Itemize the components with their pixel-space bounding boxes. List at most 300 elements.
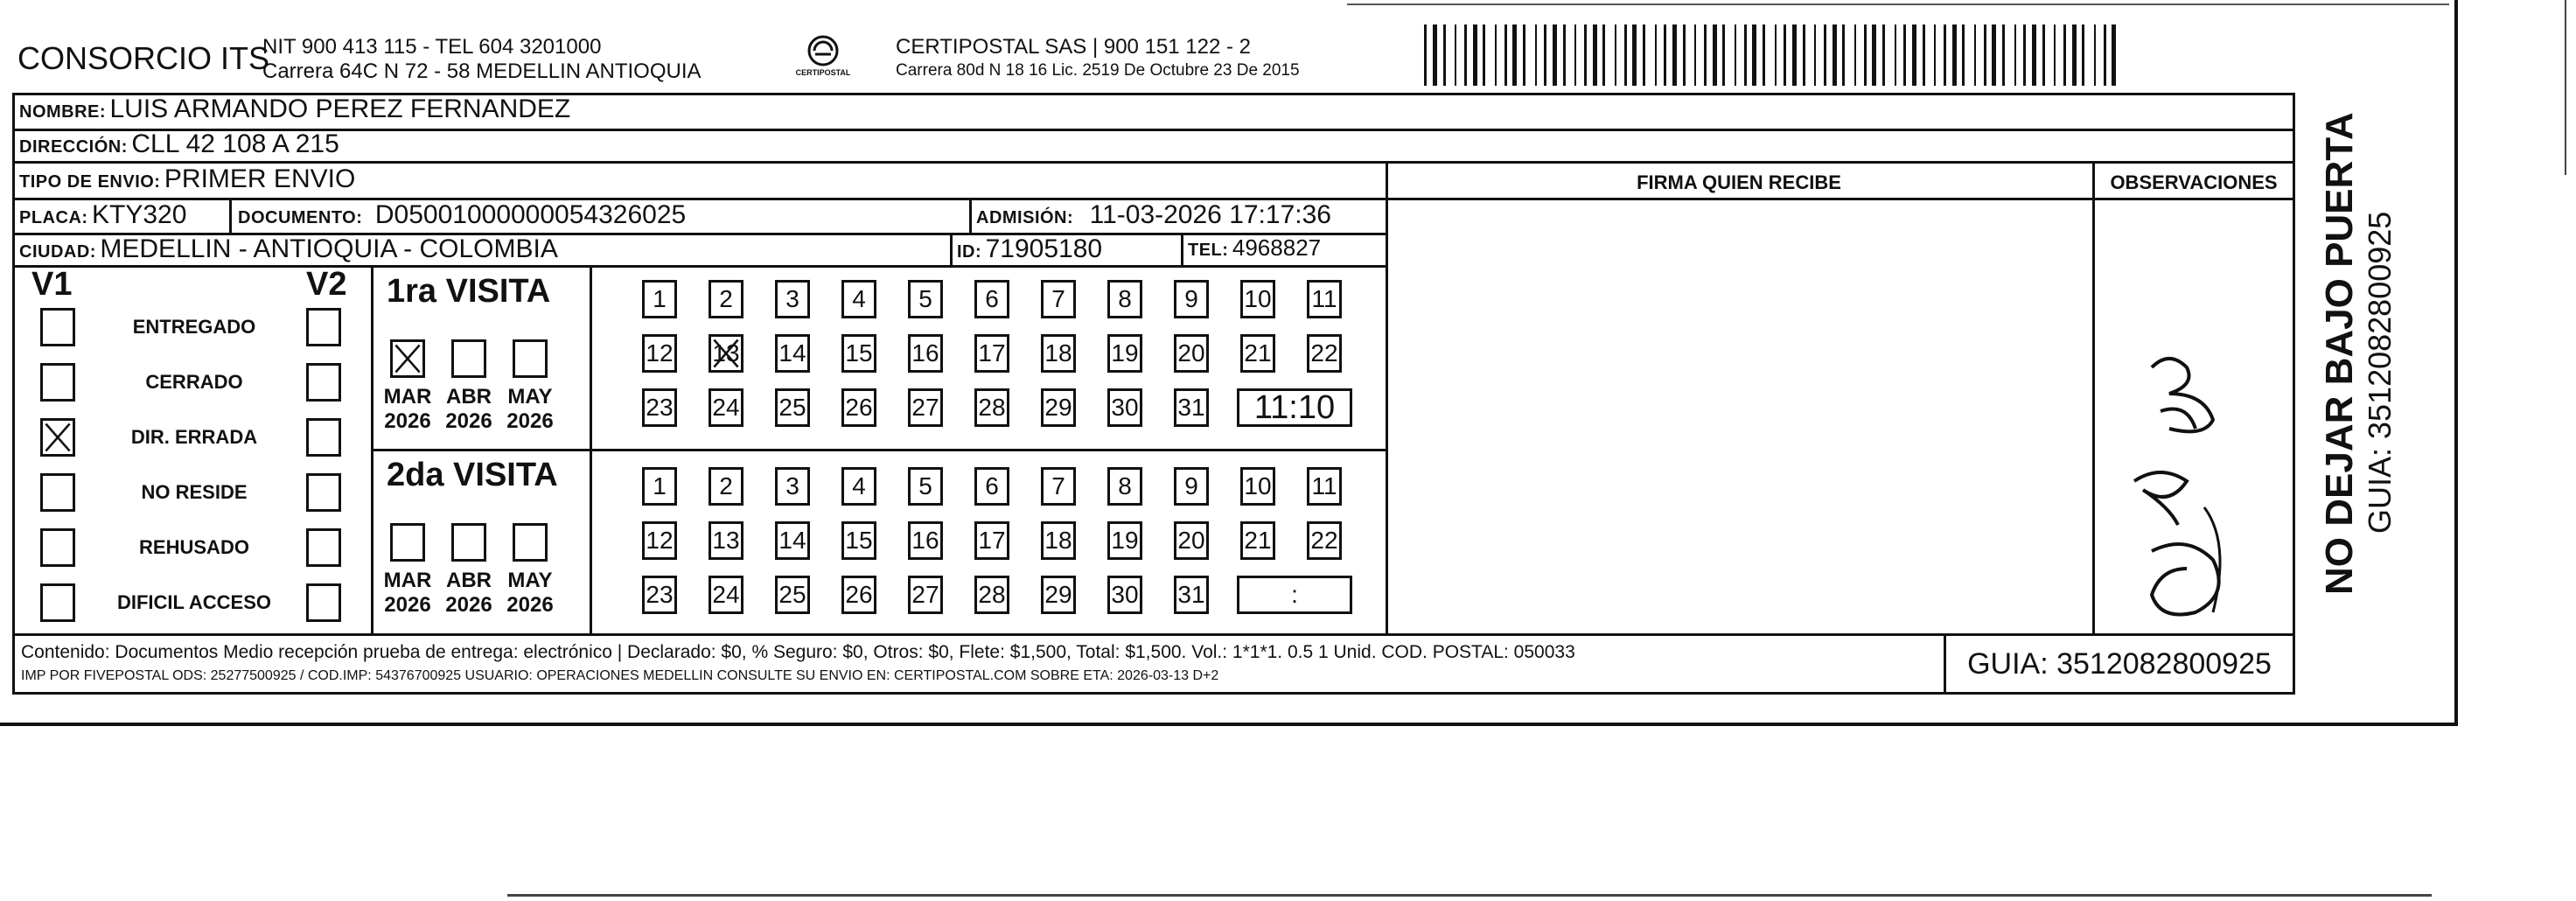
day-box[interactable]: [1240, 334, 1275, 373]
day-box[interactable]: [1240, 521, 1275, 560]
day-box[interactable]: [642, 576, 677, 614]
barcode-bar: [1974, 24, 1976, 86]
day-number: 9: [1184, 285, 1198, 312]
barcode-bar: [2094, 24, 2096, 86]
day-number: 5: [918, 285, 932, 312]
v2-checkbox[interactable]: [306, 583, 341, 622]
status-label: ENTREGADO: [132, 316, 256, 338]
col-div-tel: [1181, 233, 1183, 265]
checked-x-icon: [711, 337, 741, 370]
barcode-bar: [1535, 24, 1537, 86]
day-number: 29: [1044, 394, 1072, 421]
time-box[interactable]: [1237, 576, 1352, 614]
footer-contenido: Contenido: Documentos Medio recepción prueba de entrega: electrónico | Declarado: $0, % Seguro: $0, Otros: $0, Flete: $1,500, Total: $1,500. Vol.: 1*1*1. 0.5 1 Unid. COD. POSTAL: 050033: [21, 642, 1575, 662]
day-box[interactable]: [908, 467, 943, 506]
day-number: 12: [646, 527, 674, 554]
v1-checkbox[interactable]: [40, 528, 75, 567]
day-box[interactable]: [1174, 280, 1209, 318]
barcode-bar: [2042, 24, 2045, 86]
tipo-label: TIPO DE ENVIO:: [19, 172, 161, 192]
day-number: 14: [778, 527, 806, 554]
day-box[interactable]: [709, 576, 743, 614]
day-box[interactable]: [1041, 388, 1076, 427]
documento-field: [238, 200, 686, 230]
day-number: 8: [1118, 472, 1132, 499]
barcode-bar: [1473, 24, 1477, 86]
day-number: 30: [1111, 581, 1139, 608]
barcode-bar: [1655, 24, 1657, 86]
month-year: 2026: [445, 593, 492, 617]
day-box[interactable]: [908, 576, 943, 614]
day-box[interactable]: [974, 334, 1009, 373]
scan-lower-line: [507, 894, 2432, 897]
month-year: 2026: [384, 409, 431, 433]
id-value: 71905180: [985, 234, 1103, 263]
barcode-bar: [1842, 24, 1845, 86]
checked-x-icon: [393, 342, 422, 375]
logo-text: CERTIPOSTAL: [795, 68, 851, 77]
scan-far-right-mark: [2565, 0, 2566, 175]
barcode: [1424, 24, 2124, 86]
certipostal-logo: [784, 33, 862, 87]
month-label: MAR 2026: [383, 569, 432, 617]
month-label: MAY 2026: [506, 569, 554, 617]
barcode-bar: [1495, 24, 1497, 86]
day-box[interactable]: [1107, 388, 1142, 427]
day-box[interactable]: [1307, 280, 1342, 318]
barcode-bar: [1912, 24, 1916, 86]
day-box[interactable]: [775, 521, 810, 560]
day-box[interactable]: [841, 521, 876, 560]
day-number: 2: [719, 472, 733, 499]
row-line-5: [12, 265, 1387, 268]
barcode-bar: [2032, 24, 2036, 86]
barcode-bar: [1872, 24, 1876, 86]
day-number: 12: [646, 339, 674, 367]
day-box[interactable]: [775, 280, 810, 318]
barcode-bar: [2002, 24, 2005, 86]
status-label: DIFICIL ACCESO: [116, 591, 271, 613]
second-visit-label: 2da VISITA: [387, 457, 558, 493]
barcode-bar: [1584, 24, 1587, 86]
company-name: CONSORCIO ITS: [17, 40, 270, 76]
barcode-bar: [1833, 24, 1837, 86]
barcode-bar: [1864, 24, 1867, 86]
month-year: 2026: [384, 593, 431, 617]
barcode-bar: [1775, 24, 1777, 86]
day-box[interactable]: [974, 521, 1009, 560]
barcode-bar: [1704, 24, 1707, 86]
day-number: 13: [712, 339, 740, 367]
month-label: ABR 2026: [445, 569, 492, 617]
day-number: 27: [911, 394, 939, 421]
barcode-bar: [1563, 24, 1566, 86]
day-number: 7: [1051, 472, 1065, 499]
day-box[interactable]: [709, 467, 743, 506]
barcode-bar: [1763, 24, 1765, 86]
barcode-bar: [1735, 24, 1736, 86]
day-box[interactable]: [642, 280, 677, 318]
day-box[interactable]: [974, 388, 1009, 427]
company-nit: NIT 900 413 115 - TEL 604 3201000: [262, 35, 602, 59]
tipo-field: [19, 164, 355, 194]
day-box[interactable]: [1041, 521, 1076, 560]
status-label: NO RESIDE: [141, 481, 248, 503]
barcode-bar: [1952, 24, 1957, 86]
day-number: 4: [852, 472, 866, 499]
barcode-bar: [1984, 24, 1986, 86]
barcode-bar: [1824, 24, 1826, 86]
v1-checkbox[interactable]: [40, 308, 75, 346]
month-year: 2026: [506, 409, 554, 433]
day-number: 26: [845, 581, 873, 608]
ciudad-label: CIUDAD:: [19, 242, 96, 262]
row-line-2: [12, 161, 2295, 164]
day-box[interactable]: [1107, 334, 1142, 373]
side-main-text: NO DEJAR BAJO PUERTA: [2318, 112, 2361, 595]
day-number: 14: [778, 339, 806, 367]
day-box[interactable]: [1107, 280, 1142, 318]
admision-value: 11-03-2026 17:17:36: [1089, 200, 1331, 229]
barcode-bar: [1593, 24, 1597, 86]
day-box[interactable]: [908, 521, 943, 560]
nombre-field: [19, 94, 570, 124]
day-box[interactable]: [841, 467, 876, 506]
tipo-value: PRIMER ENVIO: [164, 164, 356, 193]
barcode-bar: [1752, 24, 1756, 86]
day-number: 10: [1244, 472, 1272, 499]
v1-checkbox[interactable]: [40, 473, 75, 512]
barcode-bar: [1895, 24, 1896, 86]
day-box[interactable]: [709, 521, 743, 560]
day-number: 1: [653, 285, 667, 312]
day-box[interactable]: [1107, 467, 1142, 506]
barcode-bar: [1443, 24, 1446, 86]
day-number: 5: [918, 472, 932, 499]
day-box[interactable]: [974, 576, 1009, 614]
company-address: Carrera 64C N 72 - 58 MEDELLIN ANTIOQUIA: [262, 59, 702, 83]
day-number: 31: [1177, 581, 1205, 608]
month-checkbox[interactable]: [451, 339, 486, 378]
barcode-bar: [1512, 24, 1517, 86]
handwritten-signature: [2099, 332, 2292, 647]
month-checkbox[interactable]: [390, 523, 425, 562]
v2-label: V2: [306, 266, 347, 303]
barcode-bar: [1553, 24, 1557, 86]
barcode-bar: [1615, 24, 1616, 86]
day-box[interactable]: [1174, 521, 1209, 560]
barcode-bar: [1962, 24, 1965, 86]
day-number: 21: [1244, 339, 1272, 367]
v1-checkbox[interactable]: [40, 583, 75, 622]
day-box[interactable]: [1307, 467, 1342, 506]
barcode-bar: [1455, 24, 1456, 86]
barcode-bar: [1544, 24, 1546, 86]
day-number: 13: [712, 527, 740, 554]
barcode-bar: [2023, 24, 2026, 86]
placa-field: [19, 200, 186, 230]
time-value: 11:10: [1253, 388, 1336, 426]
day-number: 9: [1184, 472, 1198, 499]
day-box[interactable]: [775, 388, 810, 427]
barcode-bar: [1744, 24, 1747, 86]
day-box[interactable]: [709, 280, 743, 318]
nombre-value: LUIS ARMANDO PEREZ FERNANDEZ: [109, 94, 571, 123]
id-field: [957, 234, 1102, 264]
day-number: 30: [1111, 394, 1139, 421]
day-number: 2: [719, 285, 733, 312]
barcode-bar: [1923, 24, 1925, 86]
day-box[interactable]: [709, 334, 743, 373]
barcode-bar: [1464, 24, 1467, 86]
admision-field: [976, 200, 1331, 230]
day-number: 1: [653, 472, 667, 499]
barcode-bar: [1504, 24, 1507, 86]
day-box[interactable]: [642, 388, 677, 427]
checked-x-icon: [43, 421, 73, 454]
day-box[interactable]: [775, 576, 810, 614]
day-box[interactable]: [1041, 280, 1076, 318]
barcode-bar: [1792, 24, 1797, 86]
day-box[interactable]: [1174, 388, 1209, 427]
day-number: 11: [1311, 472, 1337, 499]
day-box[interactable]: [974, 280, 1009, 318]
tel-value: 4968827: [1232, 234, 1322, 261]
day-box[interactable]: [1174, 334, 1209, 373]
scan-right-edge: [2454, 0, 2458, 726]
day-box[interactable]: [1240, 280, 1275, 318]
day-box[interactable]: [642, 334, 677, 373]
footer-guia: GUIA: 3512082800925: [1967, 647, 2272, 681]
scan-top-line: [1347, 3, 2449, 5]
barcode-bar: [1882, 24, 1885, 86]
barcode-bar: [1784, 24, 1786, 86]
day-box[interactable]: [1107, 576, 1142, 614]
obs-header: OBSERVACIONES: [2110, 171, 2278, 193]
month-label: MAR 2026: [383, 385, 432, 433]
side-guia-text: GUIA: 3512082800925: [2362, 211, 2398, 534]
v2-checkbox[interactable]: [306, 528, 341, 567]
day-number: 25: [778, 581, 806, 608]
barcode-bar: [1664, 24, 1666, 86]
direccion-field: [19, 129, 339, 159]
barcode-bar: [1424, 24, 1427, 86]
month-year: 2026: [506, 593, 554, 617]
barcode-bar: [1814, 24, 1816, 86]
v1-checkbox[interactable]: [40, 363, 75, 402]
barcode-bar: [1574, 24, 1576, 86]
barcode-bar: [1713, 24, 1717, 86]
barcode-bar: [1632, 24, 1637, 86]
day-box[interactable]: [775, 334, 810, 373]
day-box[interactable]: [1107, 521, 1142, 560]
day-number: 7: [1051, 285, 1065, 312]
footer-imp: IMP POR FIVEPOSTAL ODS: 25277500925 / COD.IMP: 54376700925 USUARIO: OPERACIONES MEDELLIN CONSULTE SU ENVIO EN: CERTIPOSTAL.COM SOBRE ETA: 2026-03-13 D+2: [21, 668, 1219, 683]
day-box[interactable]: [1041, 334, 1076, 373]
day-number: 6: [985, 472, 999, 499]
month-checkbox[interactable]: [513, 523, 548, 562]
day-number: 22: [1310, 527, 1338, 554]
carrier-name: CERTIPOSTAL SAS | 900 151 122 - 2: [896, 35, 1251, 59]
direccion-value: CLL 42 108 A 215: [131, 129, 339, 158]
day-box[interactable]: [841, 576, 876, 614]
first-visit-label: 1ra VISITA: [387, 273, 551, 310]
day-box[interactable]: [841, 280, 876, 318]
time-value: :: [1291, 581, 1298, 608]
barcode-bar: [1722, 24, 1725, 86]
month-year: 2026: [445, 409, 492, 433]
barcode-bar: [1523, 24, 1525, 86]
day-number: 3: [785, 285, 799, 312]
barcode-bar: [2014, 24, 2016, 86]
day-box[interactable]: [841, 334, 876, 373]
day-box[interactable]: [1307, 334, 1342, 373]
direccion-label: DIRECCIÓN:: [19, 137, 128, 157]
day-number: 19: [1111, 339, 1139, 367]
tel-field: [1188, 234, 1321, 262]
col-div-firma: [1386, 161, 1388, 633]
day-number: 24: [712, 581, 740, 608]
ciudad-field: [19, 234, 558, 264]
day-box[interactable]: [1307, 521, 1342, 560]
status-label: DIR. ERRADA: [130, 426, 258, 448]
placa-label: PLACA:: [19, 208, 88, 227]
v2-checkbox[interactable]: [306, 418, 341, 457]
day-number: 23: [646, 581, 674, 608]
barcode-bar: [2082, 24, 2084, 86]
month-label: MAY 2026: [506, 385, 554, 433]
status-label: CERRADO: [145, 371, 243, 393]
barcode-bar: [2104, 24, 2106, 86]
visits-mid-line: [371, 449, 1387, 451]
placa-value: KTY320: [92, 200, 187, 229]
barcode-bar: [1803, 24, 1805, 86]
v2-checkbox[interactable]: [306, 363, 341, 402]
day-number: 23: [646, 394, 674, 421]
day-number: 20: [1177, 527, 1205, 554]
v2-checkbox[interactable]: [306, 473, 341, 512]
day-box[interactable]: [974, 467, 1009, 506]
scan-bottom-edge: [0, 723, 2458, 726]
col-div-admision: [969, 198, 972, 233]
time-box[interactable]: [1237, 388, 1352, 427]
documento-label: DOCUMENTO:: [238, 208, 363, 227]
v2-checkbox[interactable]: [306, 308, 341, 346]
day-number: 8: [1118, 285, 1132, 312]
day-box[interactable]: [1174, 576, 1209, 614]
day-number: 18: [1044, 339, 1072, 367]
barcode-bar: [1483, 24, 1485, 86]
day-box[interactable]: [908, 280, 943, 318]
day-box[interactable]: [1041, 467, 1076, 506]
nombre-label: NOMBRE:: [19, 102, 107, 122]
barcode-bar: [2063, 24, 2066, 86]
day-number: 22: [1310, 339, 1338, 367]
barcode-bar: [1854, 24, 1856, 86]
day-box[interactable]: [642, 521, 677, 560]
day-number: 4: [852, 285, 866, 312]
barcode-bar: [1903, 24, 1906, 86]
barcode-bar: [1992, 24, 1996, 86]
barcode-bar: [1944, 24, 1946, 86]
month-checkbox[interactable]: [451, 523, 486, 562]
col-div-obs: [2092, 161, 2095, 633]
barcode-bar: [1683, 24, 1686, 86]
day-box[interactable]: [709, 388, 743, 427]
day-number: 27: [911, 581, 939, 608]
barcode-bar: [1602, 24, 1605, 86]
day-number: 26: [845, 394, 873, 421]
day-box[interactable]: [841, 388, 876, 427]
barcode-bar: [1624, 24, 1627, 86]
certipostal-logo-icon: [784, 33, 862, 87]
day-number: 15: [845, 339, 873, 367]
tel-label: TEL:: [1188, 241, 1229, 260]
barcode-bar: [1433, 24, 1437, 86]
row-line-1: [12, 129, 2295, 131]
day-number: 10: [1244, 285, 1272, 312]
col-div-id: [950, 233, 953, 265]
day-number: 3: [785, 472, 799, 499]
status-label: REHUSADO: [139, 536, 249, 558]
barcode-bar: [1672, 24, 1677, 86]
day-number: 17: [978, 527, 1006, 554]
month-checkbox[interactable]: [513, 339, 548, 378]
barcode-bar: [2054, 24, 2056, 86]
barcode-bar: [2072, 24, 2077, 86]
day-number: 17: [978, 339, 1006, 367]
day-number: 19: [1111, 527, 1139, 554]
day-number: 28: [978, 394, 1006, 421]
day-number: 24: [712, 394, 740, 421]
admision-label: ADMISIÓN:: [976, 208, 1074, 227]
obs-header-line: [2092, 198, 2295, 200]
barcode-bar: [1694, 24, 1696, 86]
v1-checkbox[interactable]: [40, 418, 75, 457]
day-number: 16: [911, 527, 939, 554]
day-number: 29: [1044, 581, 1072, 608]
day-box[interactable]: [1240, 467, 1275, 506]
id-label: ID:: [957, 242, 982, 262]
col-div-placa: [229, 198, 232, 233]
day-box[interactable]: [775, 467, 810, 506]
barcode-bar: [1643, 24, 1645, 86]
day-number: 21: [1244, 527, 1272, 554]
documento-value: D05001000000054326025: [374, 200, 687, 229]
ciudad-value: MEDELLIN - ANTIOQUIA - COLOMBIA: [100, 234, 558, 263]
day-box[interactable]: [908, 388, 943, 427]
carrier-address: Carrera 80d N 18 16 Lic. 2519 De Octubre 23 De 2015: [896, 61, 1300, 80]
day-number: 6: [985, 285, 999, 312]
v1-label: V1: [31, 266, 73, 303]
day-number: 11: [1311, 285, 1337, 312]
day-number: 31: [1177, 394, 1205, 421]
day-number: 16: [911, 339, 939, 367]
day-number: 25: [778, 394, 806, 421]
day-box[interactable]: [1041, 576, 1076, 614]
day-box[interactable]: [642, 467, 677, 506]
day-number: 20: [1177, 339, 1205, 367]
row-line-footer: [12, 633, 2295, 636]
day-number: 28: [978, 581, 1006, 608]
day-number: 15: [845, 527, 873, 554]
month-label: ABR 2026: [445, 385, 492, 433]
day-box[interactable]: [1174, 467, 1209, 506]
firma-header: FIRMA QUIEN RECIBE: [1637, 171, 1841, 193]
day-box[interactable]: [908, 334, 943, 373]
day-number: 18: [1044, 527, 1072, 554]
month-checkbox[interactable]: [390, 339, 425, 378]
